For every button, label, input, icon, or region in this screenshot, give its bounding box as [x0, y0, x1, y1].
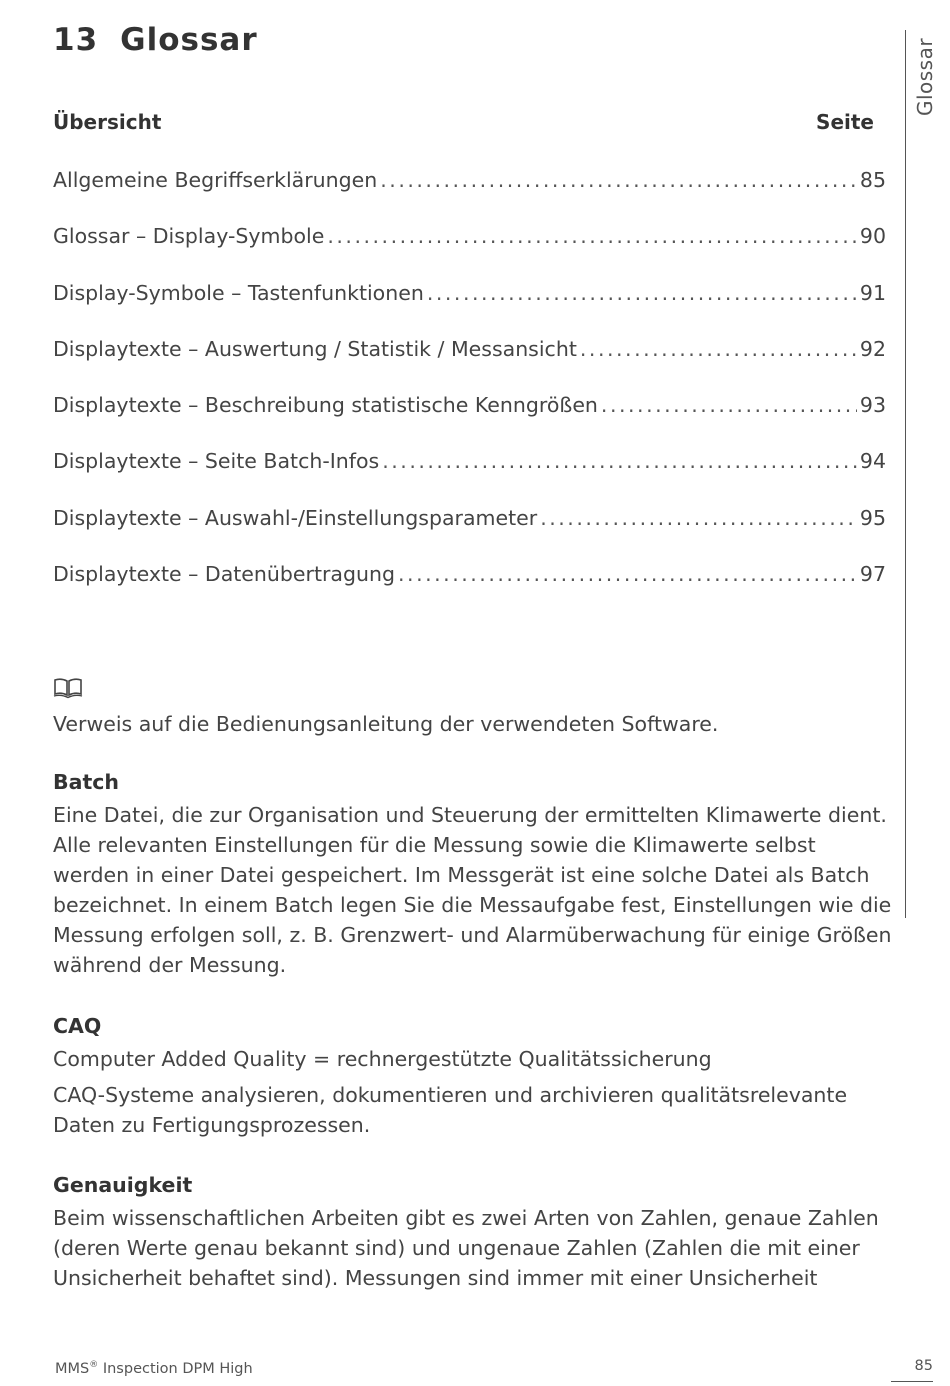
- toc-entry[interactable]: [53, 449, 886, 505]
- toc-entry[interactable]: [53, 393, 886, 449]
- toc-leader-dots: [580, 337, 857, 361]
- glossary-entry-genauigkeit: [53, 1173, 893, 1299]
- toc-leader-dots: [540, 506, 857, 530]
- toc-entry[interactable]: [53, 281, 886, 337]
- toc-entry[interactable]: [53, 337, 886, 393]
- toc-entry-title: Allgemeine Begriffserklärungen: [53, 168, 378, 192]
- toc-entry-page: 95: [859, 505, 886, 530]
- table-of-contents: [53, 168, 886, 618]
- toc-page-heading: Seite: [816, 110, 874, 134]
- toc-entry-title: Glossar – Display-Symbole: [53, 224, 325, 249]
- glossary-term: Batch: [53, 770, 120, 794]
- toc-entry-page: 90: [859, 224, 886, 249]
- toc-entry-title: Displaytexte – Seite Batch-Infos: [53, 449, 380, 474]
- footer-product-rest: Inspection DPM High: [98, 1360, 253, 1377]
- toc-heading: Übersicht: [53, 110, 162, 134]
- toc-header: [53, 110, 874, 134]
- toc-entry-title: Displaytexte – Auswertung / Statistik / Messansicht: [53, 336, 577, 361]
- toc-entry-page: 92: [859, 336, 886, 361]
- toc-entry-title: Displaytexte – Auswahl-/Einstellungsparameter: [53, 505, 538, 530]
- glossary-entry-batch: [53, 770, 893, 986]
- glossary-entry-caq: [53, 1014, 893, 1146]
- footer-page-number: 85: [914, 1358, 933, 1374]
- toc-entry-page: 93: [859, 393, 886, 418]
- toc-entry-title: Displaytexte – Beschreibung statistische Kenngrößen: [53, 393, 598, 418]
- toc-leader-dots: [380, 168, 857, 192]
- footer-rule: [891, 1381, 933, 1382]
- glossary-definition: Computer Added Quality = rechnergestützte Qualitätssicherung: [53, 1047, 712, 1071]
- toc-entry-title: Displaytexte – Datenübertragung: [53, 562, 395, 587]
- toc-entry-page: 85: [859, 168, 886, 192]
- glossary-term: CAQ: [53, 1014, 102, 1038]
- toc-entry-page: 97: [859, 562, 886, 587]
- toc-leader-dots: [327, 224, 857, 248]
- glossary-definition: CAQ-Systeme analysieren, dokumentieren und archivieren qualitätsrelevante Daten zu Fertigungsprozessen.: [53, 1083, 848, 1137]
- glossary-definition: Beim wissenschaftlichen Arbeiten gibt es zwei Arten von Zahlen, genaue Zahlen (deren Werte genau bekannt sind) und ungenaue Zahlen (Zahlen die mit einer Unsicherheit behaftet sind). Messungen sind immer mit einer Unsicherheit: [53, 1206, 879, 1290]
- toc-leader-dots: [398, 562, 857, 586]
- chapter-name: Glossar: [120, 22, 258, 58]
- toc-leader-dots: [601, 393, 857, 417]
- toc-entry[interactable]: [53, 562, 886, 618]
- book-reference-text: Verweis auf die Bedienungsanleitung der verwendeten Software.: [53, 712, 719, 736]
- registered-mark: ®: [89, 1360, 99, 1370]
- book-icon: [53, 677, 83, 699]
- toc-entry-title: Display-Symbole – Tastenfunktionen: [53, 280, 424, 305]
- toc-entry[interactable]: [53, 506, 886, 562]
- glossary-definition: Eine Datei, die zur Organisation und Steuerung der ermittelten Klimawerte dient. Alle relevanten Einstellungen für die Messung sowie die Klimawerte selbst werden in einer Datei gespeichert. Im Messgerät ist eine solche Datei als Batch bezeichnet. In einem Batch legen Sie die Messaufgabe fest, Einstellungen wie die Messung erfolgen soll, z. B. Grenzwert- und Alarmüberwachung für einige Größen während der Messung.: [53, 803, 892, 977]
- side-tab: [909, 32, 941, 122]
- toc-leader-dots: [382, 449, 857, 473]
- footer-product-name: [55, 1360, 253, 1377]
- toc-leader-dots: [427, 281, 857, 305]
- chapter-number: 13: [53, 22, 99, 58]
- toc-entry-page: 94: [859, 449, 886, 474]
- toc-entry-page: 91: [859, 280, 886, 305]
- footer-product: MMS: [55, 1360, 90, 1377]
- chapter-title: [53, 22, 258, 58]
- side-tab-rule: [905, 30, 906, 918]
- glossary-term: Genauigkeit: [53, 1173, 193, 1197]
- toc-entry[interactable]: [53, 224, 886, 280]
- side-tab-label: Glossar: [913, 37, 937, 117]
- toc-entry[interactable]: [53, 168, 886, 224]
